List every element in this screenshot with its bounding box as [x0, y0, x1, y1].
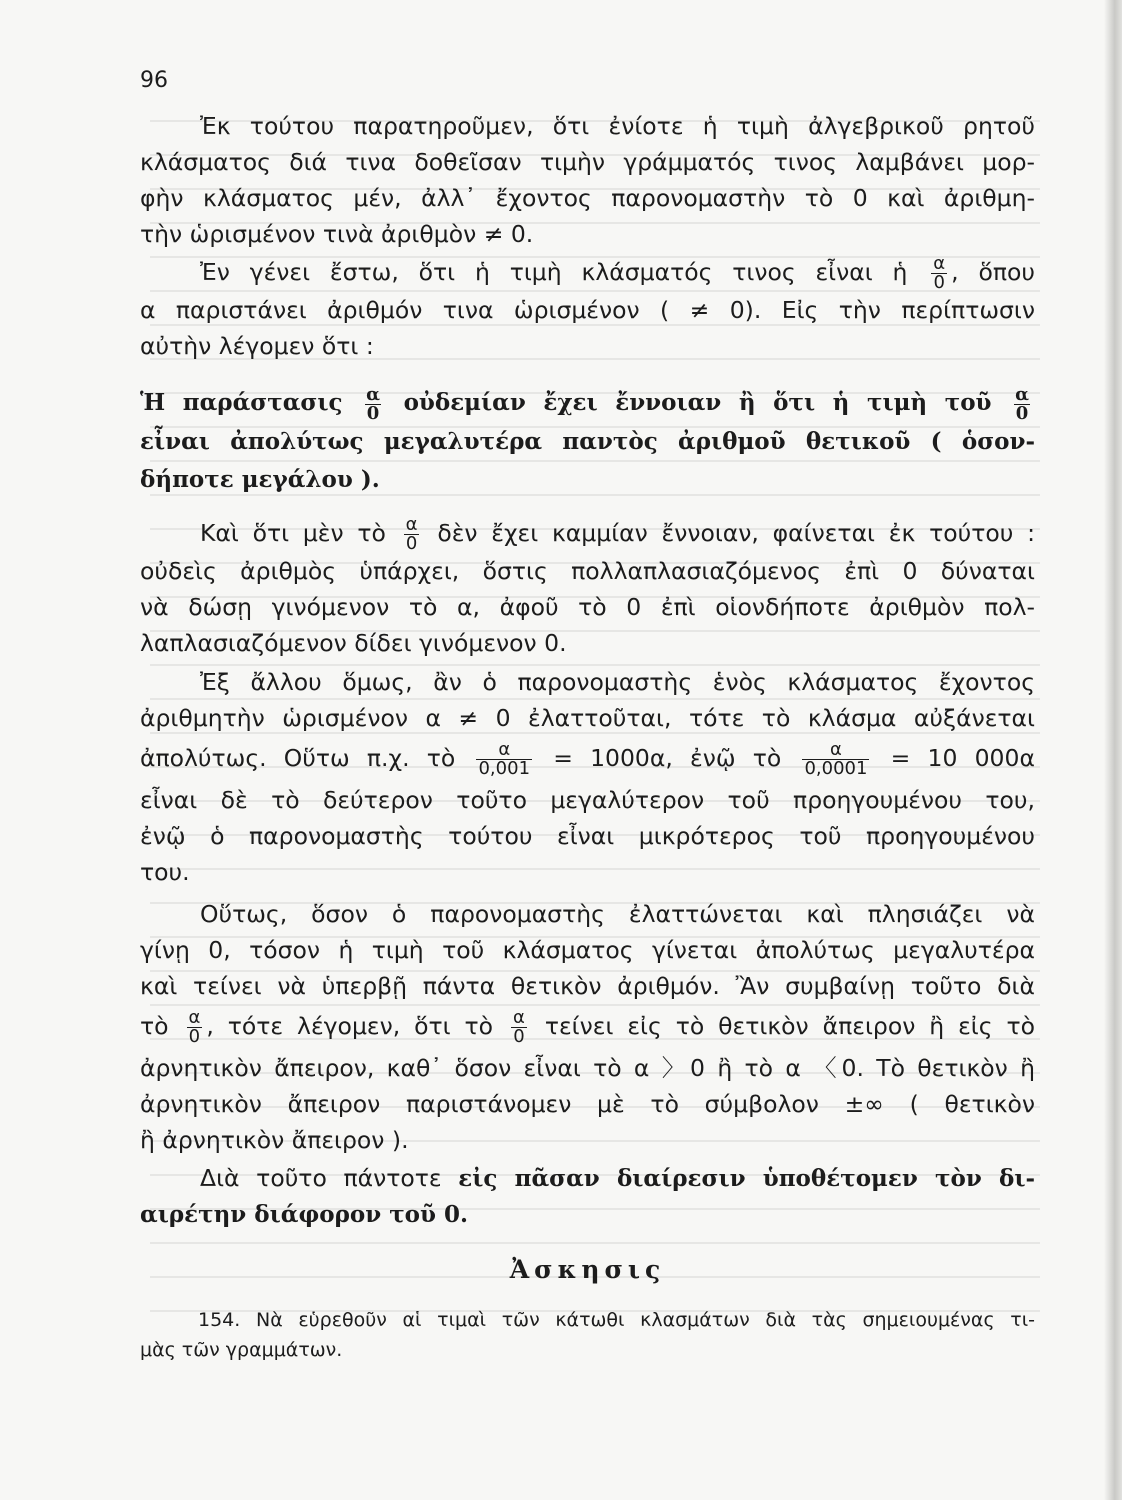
fraction-numerator: α	[830, 739, 842, 760]
text-line: αὐτὴν λέγομεν ὅτι :	[140, 332, 374, 360]
text-line: οὐδεὶς ἀριθμὸς ὑπάρχει, ὅστις πολλαπλασιαζόμενος ἐπὶ 0 δύναται	[140, 557, 1035, 585]
fraction-numerator: α	[1015, 383, 1029, 405]
fraction-denominator: 0	[933, 272, 945, 293]
text-line	[140, 1160, 1035, 1197]
text-line: Ἐκ τούτου παρατηροῦμεν, ὅτι ἐνίοτε ἡ τιμὴ ἀλγεβρικοῦ ρητοῦ	[200, 112, 1035, 140]
text-line: Ἐξ ἄλλου ὅμως, ἂν ὁ παρονομαστὴς ἑνὸς κλάσματος ἔχοντος	[200, 668, 1035, 696]
text-line: 154. Νὰ εὑρεθοῦν αἱ τιμαὶ τῶν κάτωθι κλασμάτων διὰ τὰς σημειουμένας τι-	[198, 1309, 1035, 1331]
fraction-denominator: 0	[1015, 402, 1029, 424]
text-line: ἐνῷ ὁ παρονομαστὴς τούτου εἶναι μικρότερος τοῦ προηγουμένου	[140, 822, 1035, 850]
text-segment: , ὅπου	[951, 258, 1035, 286]
text-line: α παριστάνει ἀριθμόν τινα ὡρισμένον ( ≠ 0). Εἰς τὴν περίπτωσιν	[140, 296, 1035, 324]
text-line: Οὕτως, ὅσον ὁ παρονομαστὴς ἐλαττώνεται καὶ πλησιάζει νὰ	[200, 900, 1035, 928]
text-line: ἀρνητικὸν ἄπειρον παριστάνομεν μὲ τὸ σύμβολον ±∞ ( θετικὸν	[140, 1090, 1035, 1118]
paragraph-4	[140, 664, 1035, 890]
text-line: καὶ τείνει νὰ ὑπερβῇ πάντα θετικὸν ἀριθμόν. Ἂν συμβαίνῃ τοῦτο διὰ	[140, 972, 1035, 1000]
text-line: εἶναι δὲ τὸ δεύτερον τοῦτο μεγαλύτερον τοῦ προηγουμένου του,	[140, 786, 1035, 814]
text-line: κλάσματος διά τινα δοθεῖσαν τιμὴν γράμματός τινος λαμβάνει μορ-	[140, 148, 1035, 176]
section-heading: Ἀσκησις	[509, 1255, 666, 1284]
paragraph-1	[140, 108, 1035, 252]
fraction-a-over-0-001	[476, 741, 532, 778]
text-segment: Ἐν γένει ἔστω, ὅτι ἡ τιμὴ κλάσματός τινος εἶναι ἡ	[200, 258, 908, 286]
text-line: εἶναι ἀπολύτως μεγαλυτέρα παντὸς ἀριθμοῦ θετικοῦ ( ὁσον-	[140, 427, 1035, 455]
fraction-a-over-0	[931, 255, 947, 292]
text-line: ἀριθμητὴν ὡρισμένον α ≠ 0 ἐλαττοῦται, τότε τὸ κλάσμα αὐξάνεται	[140, 704, 1035, 732]
text-segment: οὐδεμίαν ἔχει ἔννοιαν ἢ ὅτι ἡ τιμὴ τοῦ	[403, 389, 992, 416]
fraction-numerator: α	[933, 253, 946, 274]
text-line: του.	[140, 858, 190, 886]
text-line	[140, 515, 1035, 553]
fraction-numerator: α	[498, 739, 511, 760]
fraction-a-over-0-0001	[802, 741, 869, 778]
fraction-denominator: 0	[188, 1026, 201, 1047]
text-line: μὰς τῶν γραμμάτων.	[140, 1339, 343, 1361]
text-segment: ἀπολύτως. Οὕτω π.χ. τὸ	[140, 744, 456, 772]
text-line: τὴν ὡρισμένον τινὰ ἀριθμὸν ≠ 0.	[140, 220, 534, 248]
text-segment: , τότε λέγομεν, ὅτι τὸ	[206, 1012, 494, 1040]
fraction-a-over-0	[186, 1009, 202, 1046]
text-segment: Ἡ παράστασις	[140, 389, 343, 416]
fraction-denominator: 0	[366, 402, 380, 424]
text-line: φὴν κλάσματος μέν, ἀλλ᾽ ἔχοντος παρονομαστὴν τὸ 0 καὶ ἀριθμη-	[140, 184, 1035, 212]
fraction-a-over-0	[1013, 383, 1031, 424]
fraction-numerator: α	[405, 514, 418, 535]
text-segment: = 1000α, ἐνῷ τὸ	[553, 744, 782, 772]
paragraph-2	[140, 254, 1035, 364]
text-line: δήποτε μεγάλου ).	[140, 465, 380, 493]
fraction-numerator: α	[366, 383, 380, 405]
fraction-numerator: α	[188, 1007, 201, 1028]
text-segment: τὸ	[140, 1012, 169, 1040]
text-segment: τείνει εἰς τὸ θετικὸν ἄπειρον ἢ εἰς τὸ	[544, 1012, 1035, 1040]
fraction-denominator: 0,001	[478, 758, 531, 779]
paragraph-5	[140, 896, 1035, 1158]
page-number: 96	[140, 68, 168, 93]
fraction-a-over-0	[511, 1009, 527, 1046]
bold-statement	[140, 384, 1035, 499]
text-line	[140, 254, 1035, 292]
text-line	[140, 384, 1035, 423]
text-line: νὰ δώσῃ γινόμενον τὸ α, ἀφοῦ τὸ 0 ἐπὶ οἱονδήποτε ἀριθμὸν πολ-	[140, 593, 1035, 621]
text-line	[140, 740, 1035, 778]
text-segment: Καὶ ὅτι μὲν τὸ	[200, 519, 386, 547]
fraction-numerator: α	[513, 1007, 525, 1028]
fraction-denominator: 0	[405, 533, 418, 554]
text-line: ἢ ἀρνητικὸν ἄπειρον ).	[140, 1126, 409, 1154]
text-line	[140, 1008, 1035, 1046]
text-segment: = 10 000α	[890, 744, 1035, 772]
bold-text-segment: εἰς πᾶσαν διαίρεσιν ὑποθέτομεν τὸν δι-	[458, 1165, 1035, 1192]
paragraph-3	[140, 515, 1035, 661]
fraction-a-over-0	[404, 516, 420, 553]
text-line: ἀρνητικὸν ἄπειρον, καθ᾽ ὅσον εἶναι τὸ α 〉0 ἢ τὸ α 〈0. Τὸ θετικὸν ἢ	[140, 1054, 1035, 1082]
text-segment: δὲν ἔχει καμμίαν ἔννοιαν, φαίνεται ἐκ τούτου :	[437, 519, 1035, 547]
page-binding-edge	[1104, 0, 1122, 1500]
text-line: λαπλασιαζόμενον δίδει γινόμενον 0.	[140, 629, 567, 657]
text-line: γίνῃ 0, τόσον ἡ τιμὴ τοῦ κλάσματος γίνεται ἀπολύτως μεγαλυτέρα	[140, 936, 1035, 964]
text-segment: Διὰ τοῦτο πάντοτε	[200, 1164, 442, 1192]
fraction-a-over-0	[364, 383, 382, 424]
fraction-denominator: 0	[513, 1026, 525, 1047]
exercise-154	[140, 1305, 1035, 1365]
paragraph-6	[140, 1160, 1035, 1233]
fraction-denominator: 0,0001	[804, 758, 868, 779]
text-line: αιρέτην διάφορον τοῦ 0.	[140, 1201, 468, 1228]
